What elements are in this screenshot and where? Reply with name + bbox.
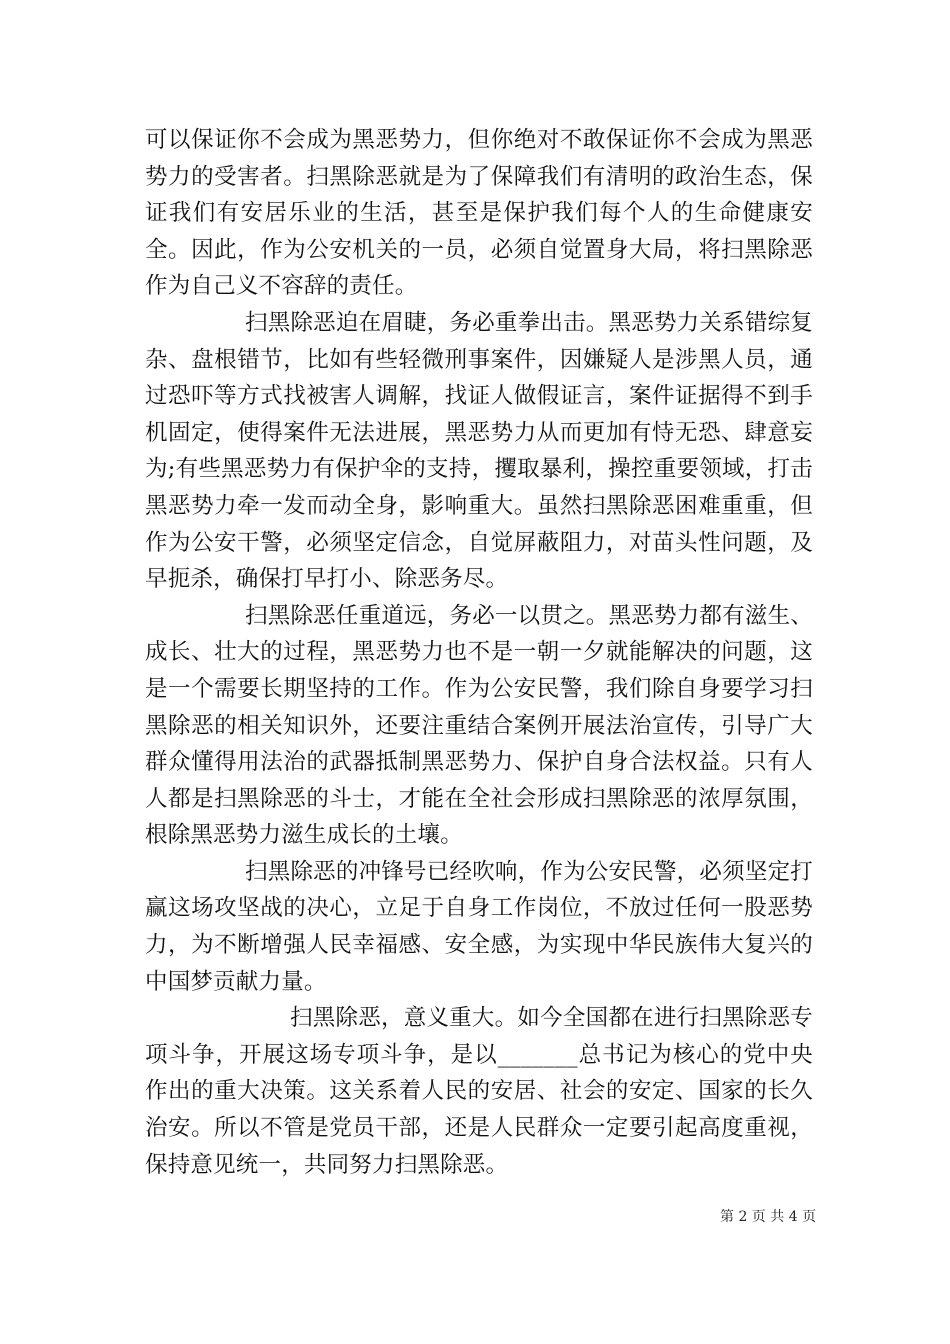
paragraph-3: 扫黑除恶任重道远，务必一以贯之。黑恶势力都有滋生、成长、壮大的过程，黑恶势力也不是一朝一夕就能解决的问题，这是一个需要长期坚持的工作。作为公安民警，我们除自身要学习扫黑除恶的相关知识外，还要注重结合案例开展法治宣传，引导广大群众懂得用法治的武器抵制黑恶势力、保护自身合法权益。只有人人都是扫黑除恶的斗士，才能在全社会形成扫黑除恶的浓厚氛围，根除黑恶势力滋生成长的土壤。 (145, 602, 813, 849)
paragraph-4: 扫黑除恶的冲锋号已经吹响，作为公安民警，必须坚定打赢这场攻坚战的决心，立足于自身工作岗位，不放过任何一股恶势力，为不断增强人民幸福感、安全感，为实现中华民族伟大复兴的中国梦贡献力量。 (145, 858, 813, 995)
paragraph-1: 可以保证你不会成为黑恶势力，但你绝对不敢保证你不会成为黑恶势力的受害者。扫黑除恶就是为了保障我们有清明的政治生态，保证我们有安居乐业的生活，甚至是保护我们每个人的生命健康安全。因此，作为公安机关的一员，必须自觉置身大局，将扫黑除恶作为自己义不容辞的责任。 (145, 127, 813, 300)
paragraph-2: 扫黑除恶迫在眉睫，务必重拳出击。黑恶势力关系错综复杂、盘根错节，比如有些轻微刑事案件，因嫌疑人是涉黑人员，通过恐吓等方式找被害人调解，找证人做假证言，案件证据得不到手机固定，使得案件无法进展，黑恶势力从而更加有恃无恐、肆意妄为;有些黑恶势力有保护伞的支持，攫取暴利，操控重要领域，打击黑恶势力牵一发而动全身，影响重大。虽然扫黑除恶困难重重，但作为公安干警，必须坚定信念，自觉屏蔽阻力，对苗头性问题，及早扼杀，确保打早打小、除恶务尽。 (145, 309, 813, 593)
document-body (145, 122, 813, 1183)
paragraph-5: 扫黑除恶，意义重大。如今全国都在进行扫黑除恶专项斗争，开展这场专项斗争，是以_______总书记为核心的党中央作出的重大决策。这关系着人民的安居、社会的安定、国家的长久治安。所以不管是党员干部，还是人民群众一定要引起高度重视，保持意见统一，共同努力扫黑除恶。 (145, 1005, 813, 1178)
page-number-footer: 第 2 页 共 4 页 (720, 1209, 817, 1225)
